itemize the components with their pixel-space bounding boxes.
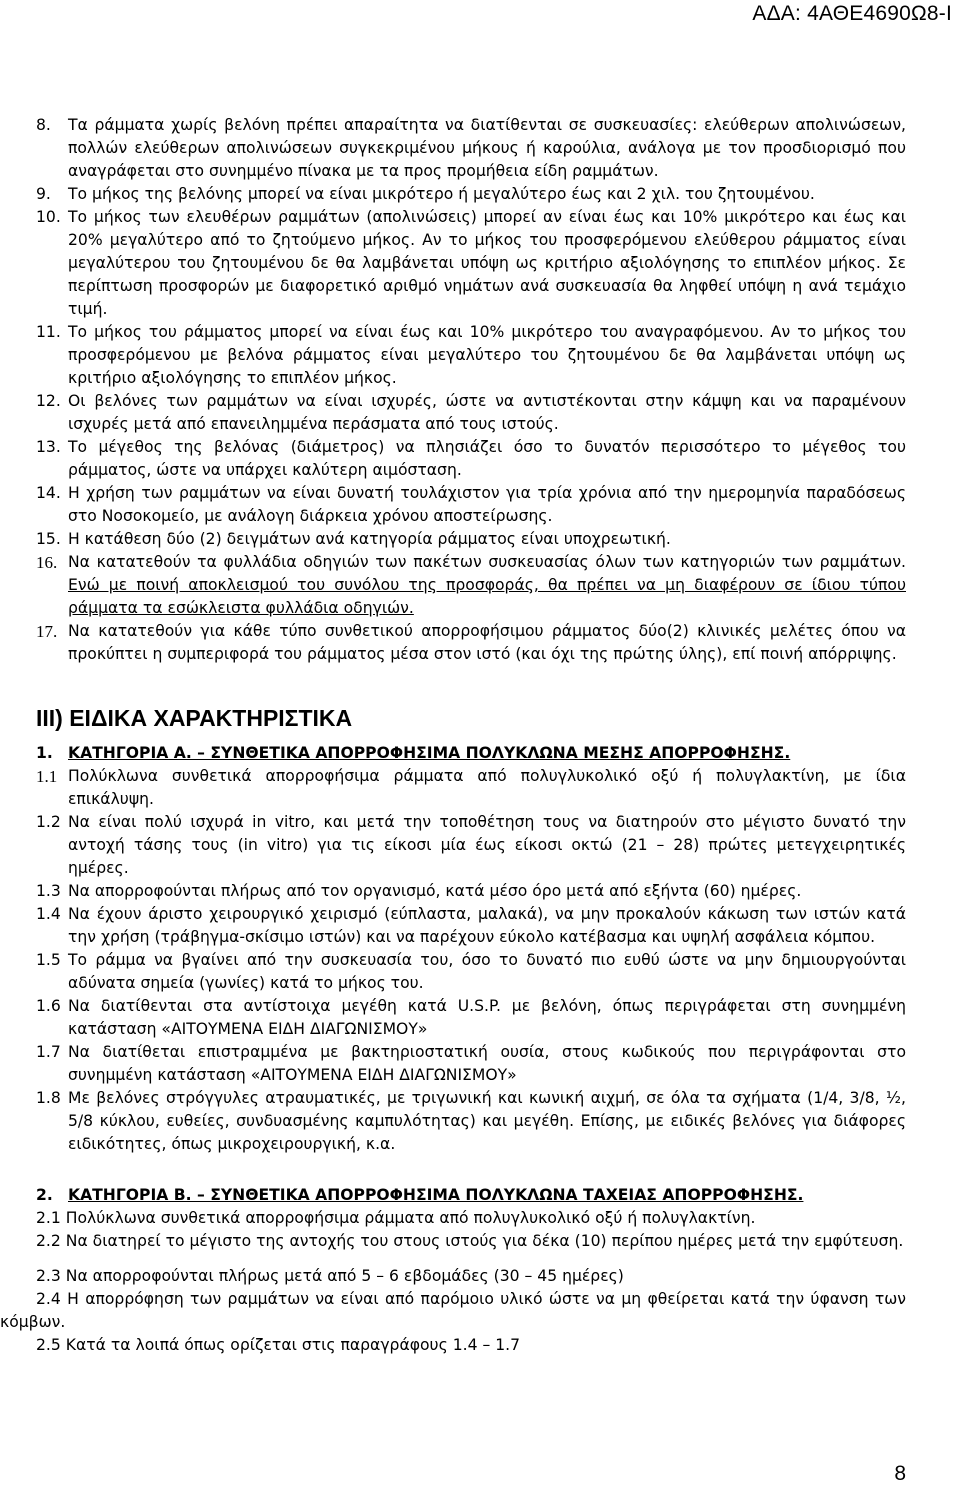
section-title: III) ΕΙΔΙΚΑ ΧΑΡΑΚΤΗΡΙΣΤΙΚΑ (36, 705, 353, 731)
item-number: 8. (36, 116, 51, 134)
item-number: 1.1 (36, 767, 58, 786)
item-text: Το μέγεθος της βελόνας (διάμετρος) να πλησιάζει όσο το δυνατόν περισσότερο το μέγεθος του ράμματος, ώστε να υπάρχει καλύτερη αιμόσταση. (68, 438, 906, 479)
item-text: Να απορροφούνται πλήρως από τον οργανισμό, κατά μέσο όρο μετά από εξήντα (60) ημέρες. (68, 882, 802, 900)
item-number: 2.1 (36, 1209, 61, 1227)
item-number: 1.7 (36, 1043, 61, 1061)
list-item (36, 620, 906, 666)
item-number: 14. (36, 484, 61, 502)
item-number: 1.3 (36, 882, 61, 900)
category-title: ΚΑΤΗΓΟΡΙΑ Β. – ΣΥΝΘΕΤΙΚΑ ΑΠΟΡΡΟΦΗΣΙΜΑ ΠΟΛΥΚΛΩΝΑ ΤΑΧΕΙΑΣ ΑΠΟΡΡΟΦΗΣΗΣ. (68, 1186, 804, 1204)
item-text: Να απορροφούνται πλήρως μετά από 5 – 6 εβδομάδες (30 – 45 ημέρες) (65, 1267, 624, 1285)
list-item (36, 949, 906, 995)
item-text: Τα ράμματα χωρίς βελόνη πρέπει απαραίτητα να διατίθενται σε συσκευασίες: ελεύθερων απολινώσεων, πολλών ελεύθερων απολινώσεων συγκεκριμένου μήκους ή καρούλια, ανάλογα με τον προσδιορισμό που αναγράφεται στο συνημμένο πίνακα με τα προς προμήθεια είδη ραμμάτων. (68, 116, 906, 180)
category-b-list (0, 1207, 906, 1357)
list-item (36, 528, 906, 551)
item-text: Να κατατεθούν τα φυλλάδια οδηγιών των πακέτων συσκευασίας όλων των κατηγοριών των ραμμάτων. (68, 553, 906, 571)
item-number: 12. (36, 392, 61, 410)
item-text: Να έχουν άριστο χειρουργικό χειρισμό (εύπλαστα, μαλακά), να μην προκαλούν κάκωση των ιστών κατά την χρήση (τράβηγμα-σκίσιμο ιστών) και να παρέχουν εύκολο κατέβασμα και υψηλή ασφάλεια κόμπου. (68, 905, 906, 946)
item-text: Οι βελόνες των ραμμάτων να είναι ισχυρές, ώστε να αντιστέκονται στην κάμψη και να παραμένουν ισχυρές μετά από επανειλημμένα περάσματα από τους ιστούς. (68, 392, 906, 433)
item-number: 11. (36, 323, 61, 341)
item-text: Πολύκλωνα συνθετικά απορροφήσιμα ράμματα από πολυγλυκολικό οξύ ή πολυγλακτίνη. (65, 1209, 756, 1227)
item-number: 1.6 (36, 997, 61, 1015)
item-text: Το μήκος της βελόνης μπορεί να είναι μικρότερο ή μεγαλύτερο έως και 2 χιλ. του ζητουμένου. (68, 185, 815, 203)
item-number: 15. (36, 530, 61, 548)
category-b-heading (36, 1184, 906, 1207)
general-terms-list (36, 114, 906, 666)
list-item (36, 811, 906, 880)
item-number: 2.4 (36, 1290, 61, 1308)
item-number: 2.2 (36, 1232, 61, 1250)
category-a-list (36, 765, 906, 1156)
list-item (36, 903, 906, 949)
list-item (36, 1087, 906, 1156)
list-item (36, 436, 906, 482)
list-item (36, 114, 906, 183)
item-text: Να διατίθενται στα αντίστοιχα μεγέθη κατά U.S.P. με βελόνη, όπως περιγράφεται στη συνημμένη κατάσταση «ΑΙΤΟΥΜΕΝΑ ΕΙΔΗ ΔΙΑΓΩΝΙΣΜΟΥ» (68, 997, 906, 1038)
item-text: Κατά τα λοιπά όπως ορίζεται στις παραγράφους 1.4 – 1.7 (65, 1336, 521, 1354)
item-number: 17. (36, 622, 58, 641)
list-item (36, 1334, 906, 1357)
document-body (0, 114, 906, 1357)
item-text: Η απορρόφηση των ραμμάτων να είναι από παρόμοιο υλικό ώστε να μη φθείρεται κατά την ύφανση των κόμβων. (0, 1290, 906, 1331)
list-item (36, 880, 906, 903)
list-item (36, 1041, 906, 1087)
page-number: 8 (894, 1462, 906, 1485)
item-text: Η κατάθεση δύο (2) δειγμάτων ανά κατηγορία ράμματος είναι υποχρεωτική. (68, 530, 671, 548)
item-text: Η χρήση των ραμμάτων να είναι δυνατή τουλάχιστον για τρία χρόνια από την ημερομηνία παραδόσεως στο Νοσοκομείο, με ανάλογη διάρκεια χρόνου αποστείρωσης. (68, 484, 906, 525)
category-number: 1. (36, 744, 53, 762)
item-text: Να κατατεθούν για κάθε τύπο συνθετικού απορροφήσιμου ράμματος δύο(2) κλινικές μελέτες όπου να προκύπτει η συμπεριφορά του ράμματος μέσα στον ιστό (και όχι της πρώτης ύλης), επί ποινή απόρριψης. (68, 622, 906, 663)
item-number: 1.5 (36, 951, 61, 969)
item-text: Με βελόνες στρόγγυλες ατραυματικές, με τριγωνική και κωνική αιχμή, σε όλα τα σχήματα (1/4, 3/8, ½, 5/8 κύκλου, ευθείες, συνδυασμένης καμπυλότητας) και μεγέθη. Επίσης, με ειδικές βελόνες για διάφορες ειδικότητες, όπως μικροχειρουργική, κ.α. (68, 1089, 906, 1153)
item-underlined-text: Ενώ με ποινή αποκλεισμού του συνόλου της προσφοράς, θα πρέπει να μη διαφέρουν σε ίδιου τύπου ράμματα τα εσώκλειστα φυλλάδια οδηγιών. (68, 576, 906, 617)
list-item (0, 1230, 906, 1253)
item-number: 2.3 (36, 1267, 61, 1285)
item-number: 13. (36, 438, 61, 456)
item-text: Να διατηρεί το μέγιστο της αντοχής του στους ιστούς για δέκα (10) περίπου ημέρες μετά την εμφύτευση. (65, 1232, 904, 1250)
list-item (36, 551, 906, 620)
item-text: Το μήκος των ελευθέρων ραμμάτων (απολινώσεις) μπορεί αν είναι έως και 10% μικρότερο και έως και 20% μεγαλύτερο από το ζητούμενο μήκος. Αν το μήκος του προσφερόμενου ελεύθερου ράμματος είναι μεγαλύτερου του ζητουμένου δε θα λαμβάνεται υπόψη ως κριτήριο αξιολόγησης το επιπλέον μήκος. Σε περίπτωση προσφορών με διαφορετικό αριθμό νημάτων ανά συσκευασία θα ληφθεί υπόψη η ανά τεμάχιο τιμή. (68, 208, 906, 318)
list-item (36, 206, 906, 321)
list-item (36, 1207, 906, 1230)
list-item (36, 995, 906, 1041)
list-item (36, 765, 906, 811)
document-ada-code: ΑΔΑ: 4ΑΘΕ4690Ω8-Ι (752, 2, 952, 25)
list-item (36, 482, 906, 528)
item-number: 2.5 (36, 1336, 61, 1354)
item-text: Το ράμμα να βγαίνει από την συσκευασία του, όσο το δυνατό πιο ευθύ ώστε να μην δημιουργούνται αδύνατα σημεία (γωνίες) κατά το μήκος του. (68, 951, 906, 992)
item-number: 10. (36, 208, 61, 226)
item-text: Να είναι πολύ ισχυρά in vitro, και μετά την τοποθέτηση τους να διατηρούν στο μέγιστο δυνατό την αντοχή τάσης τους (in vitro) για τις είκοσι μία έως είκοσι οκτώ (21 – 28) πρώτες μετεγχειρητικές ημέρες. (68, 813, 906, 877)
item-number: 9. (36, 185, 51, 203)
list-item (36, 390, 906, 436)
category-a-heading (36, 742, 906, 765)
item-text: Πολύκλωνα συνθετικά απορροφήσιμα ράμματα από πολυγλυκολικό οξύ ή πολυγλακτίνη, με ίδια επικάλυψη. (68, 767, 906, 808)
list-item (0, 1288, 906, 1334)
item-number: 1.4 (36, 905, 61, 923)
item-text: Να διατίθεται επιστραμμένα με βακτηριοστατική ουσία, στους κωδικούς που περιγράφονται στο συνημμένη κατάσταση «ΑΙΤΟΥΜΕΝΑ ΕΙΔΗ ΔΙΑΓΩΝΙΣΜΟΥ» (68, 1043, 906, 1084)
item-text: Το μήκος του ράμματος μπορεί να είναι έως και 10% μικρότερο του αναγραφόμενου. Αν το μήκος του προσφερόμενου με βελόνα ράμματος είναι μεγαλύτερο του ζητουμένου δε θα λαμβάνεται υπόψη ως κριτήριο αξιολόγησης το επιπλέον μήκος. (68, 323, 906, 387)
category-title: ΚΑΤΗΓΟΡΙΑ Α. – ΣΥΝΘΕΤΙΚΑ ΑΠΟΡΡΟΦΗΣΙΜΑ ΠΟΛΥΚΛΩΝΑ ΜΕΣΗΣ ΑΠΟΡΡΟΦΗΣΗΣ. (68, 744, 791, 762)
item-number: 1.2 (36, 813, 61, 831)
category-number: 2. (36, 1186, 53, 1204)
item-number: 16. (36, 553, 58, 572)
list-item (36, 1265, 906, 1288)
spacer (36, 1253, 906, 1265)
item-number: 1.8 (36, 1089, 61, 1107)
list-item (36, 183, 906, 206)
list-item (36, 321, 906, 390)
